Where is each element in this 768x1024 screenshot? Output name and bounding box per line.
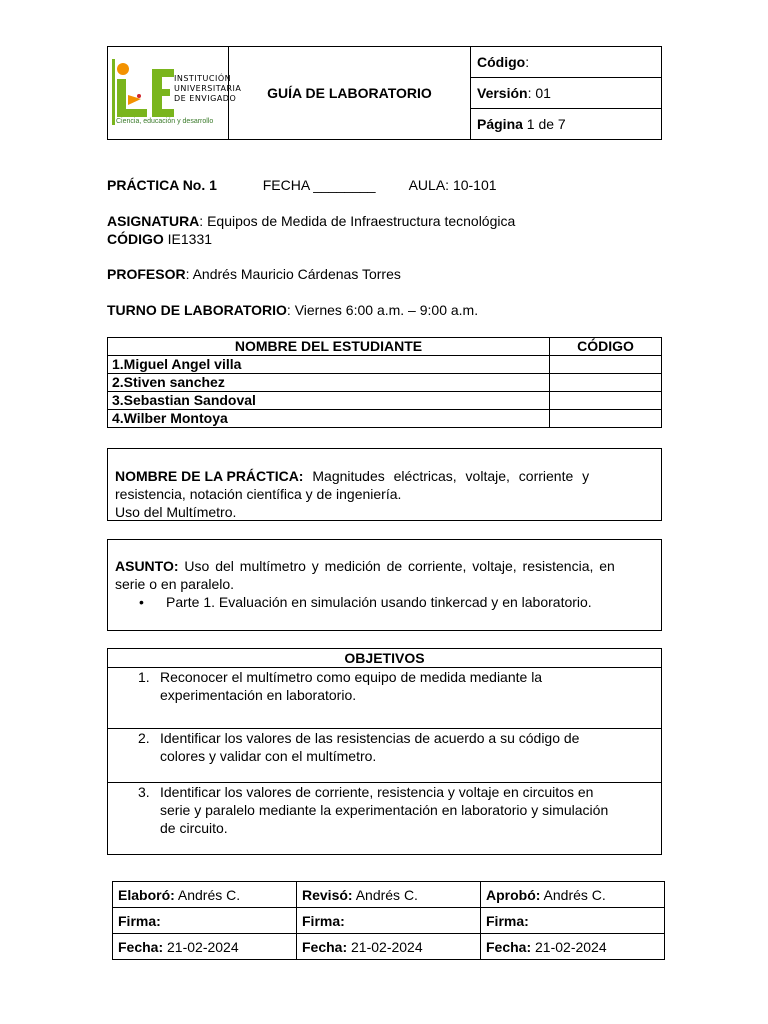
- fecha-cell: [481, 934, 665, 960]
- practice-name-line-2: resistencia, notación científica y de ingeniería.: [115, 486, 402, 502]
- objective-text: Identificar los valores de las resistencias de acuerdo a su código de: [160, 730, 580, 746]
- table-row: [108, 392, 662, 410]
- reviso-label: Revisó:: [302, 886, 353, 903]
- turno-line: [107, 302, 478, 318]
- student-name: 4.Wilber Montoya: [112, 410, 228, 426]
- student-code: [550, 410, 662, 428]
- student-name-header: NOMBRE DEL ESTUDIANTE: [108, 338, 550, 356]
- objective-text: experimentación en laboratorio.: [160, 687, 357, 703]
- student-name: 2.Stiven sanchez: [112, 374, 225, 390]
- firma-label: Firma:: [118, 912, 161, 929]
- elaboro-label: Elaboró:: [118, 886, 175, 903]
- objetivos-title: OBJETIVOS: [108, 649, 662, 668]
- practice-name-box: [107, 448, 662, 521]
- elaboro-cell: [113, 882, 297, 908]
- fecha-value: 21-02-2024: [347, 938, 423, 955]
- fecha-cell: [297, 934, 481, 960]
- institution-logo: [108, 47, 242, 139]
- aula-field: AULA: 10-101: [408, 177, 497, 193]
- fecha-label: Fecha:: [302, 938, 348, 955]
- aprobo-value: Andrés C.: [540, 886, 606, 903]
- version-label: Versión: [477, 85, 528, 101]
- asignatura-line: [107, 213, 515, 229]
- objective-text: Reconocer el multímetro como equipo de medida mediante la: [160, 669, 543, 685]
- pagina-label: Página: [477, 116, 523, 132]
- objetivos-table: [107, 648, 662, 855]
- student-code: [550, 356, 662, 374]
- fecha-label: Fecha:: [118, 938, 164, 955]
- firma-cell: [297, 908, 481, 934]
- student-code-header: CÓDIGO: [550, 338, 662, 356]
- objective-number: 1.: [138, 669, 150, 685]
- asignatura-value: : Equipos de Medida de Infraestructura tecnológica: [199, 213, 516, 229]
- document-header: [107, 46, 662, 140]
- aprobo-label: Aprobó:: [486, 886, 541, 903]
- codigo-cell: [471, 47, 662, 78]
- student-name: 3.Sebastian Sandoval: [112, 392, 256, 408]
- reviso-cell: [297, 882, 481, 908]
- pagina-cell: [471, 109, 662, 140]
- objective-text: Identificar los valores de corriente, resistencia y voltaje en circuitos en: [160, 784, 594, 800]
- fecha-cell: [113, 934, 297, 960]
- elaboro-value: Andrés C.: [174, 886, 241, 903]
- fecha-value: 21-02-2024: [531, 938, 607, 955]
- asignatura-label: ASIGNATURA: [107, 213, 200, 229]
- turno-label: TURNO DE LABORATORIO: [107, 302, 287, 318]
- version-cell: [471, 78, 662, 109]
- practica-number: PRÁCTICA No. 1: [107, 177, 217, 193]
- table-row: [108, 356, 662, 374]
- profesor-label: PROFESOR: [107, 266, 186, 282]
- asunto-bullet-text: Parte 1. Evaluación en simulación usando tinkercad y en laboratorio.: [166, 594, 592, 610]
- codigo-line: [107, 231, 212, 247]
- course-code-label: CÓDIGO: [107, 231, 164, 247]
- logo-cell: [108, 47, 242, 140]
- codigo-value: :: [525, 54, 530, 70]
- student-code: [550, 392, 662, 410]
- objective-text: serie y paralelo mediante la experimentación en laboratorio y simulación: [160, 802, 609, 818]
- turno-value: : Viernes 6:00 a.m. – 9:00 a.m.: [286, 302, 479, 318]
- signature-table: [112, 881, 665, 960]
- objective-row: [108, 729, 662, 783]
- firma-label: Firma:: [486, 912, 529, 929]
- students-table: [107, 337, 662, 428]
- course-code-value: IE1331: [163, 231, 213, 247]
- asunto-bullet-item: [115, 593, 661, 611]
- logo-line-1: INSTITUCIÓN: [174, 74, 232, 83]
- logo-line-2: UNIVERSITARIA: [174, 84, 242, 93]
- asunto-label: ASUNTO:: [115, 558, 179, 574]
- aprobo-cell: [481, 882, 665, 908]
- practice-name-label: NOMBRE DE LA PRÁCTICA:: [115, 468, 304, 484]
- bullet-icon: •: [139, 594, 144, 610]
- practice-line: [107, 177, 497, 193]
- profesor-value: : Andrés Mauricio Cárdenas Torres: [185, 266, 401, 282]
- fecha-value: 21-02-2024: [163, 938, 239, 955]
- objective-row: [108, 783, 662, 855]
- asunto-line-2: serie o en paralelo.: [115, 576, 235, 592]
- codigo-label: Código: [477, 54, 526, 70]
- asunto-line-1: Uso del multímetro y medición de corriente, voltaje, resistencia, en: [178, 558, 615, 574]
- document-title: GUÍA DE LABORATORIO: [229, 47, 471, 140]
- objective-row: [108, 668, 662, 729]
- fecha-label: Fecha:: [486, 938, 532, 955]
- objective-text: colores y validar con el multímetro.: [160, 748, 377, 764]
- fecha-field: FECHA ________: [262, 177, 376, 193]
- pagina-value: 1 de 7: [522, 116, 566, 132]
- logo-line-3: DE ENVIGADO: [174, 94, 237, 103]
- logo-text: [174, 74, 241, 104]
- student-name: 1.Miguel Angel villa: [112, 356, 242, 372]
- table-row: [108, 410, 662, 428]
- reviso-value: Andrés C.: [352, 886, 418, 903]
- firma-label: Firma:: [302, 912, 345, 929]
- firma-cell: [113, 908, 297, 934]
- logo-tagline: Ciencia, educación y desarrollo: [116, 118, 214, 125]
- asunto-box: [107, 539, 662, 631]
- objective-text: de circuito.: [160, 820, 228, 836]
- objective-number: 2.: [138, 730, 150, 746]
- table-row: [108, 374, 662, 392]
- version-value: : 01: [527, 85, 551, 101]
- student-code: [550, 374, 662, 392]
- objective-number: 3.: [138, 784, 150, 800]
- practice-name-line-1: Magnitudes eléctricas, voltaje, corriente y: [303, 468, 590, 484]
- profesor-line: [107, 266, 401, 282]
- firma-cell: [481, 908, 665, 934]
- practice-name-line-3: Uso del Multímetro.: [115, 504, 237, 520]
